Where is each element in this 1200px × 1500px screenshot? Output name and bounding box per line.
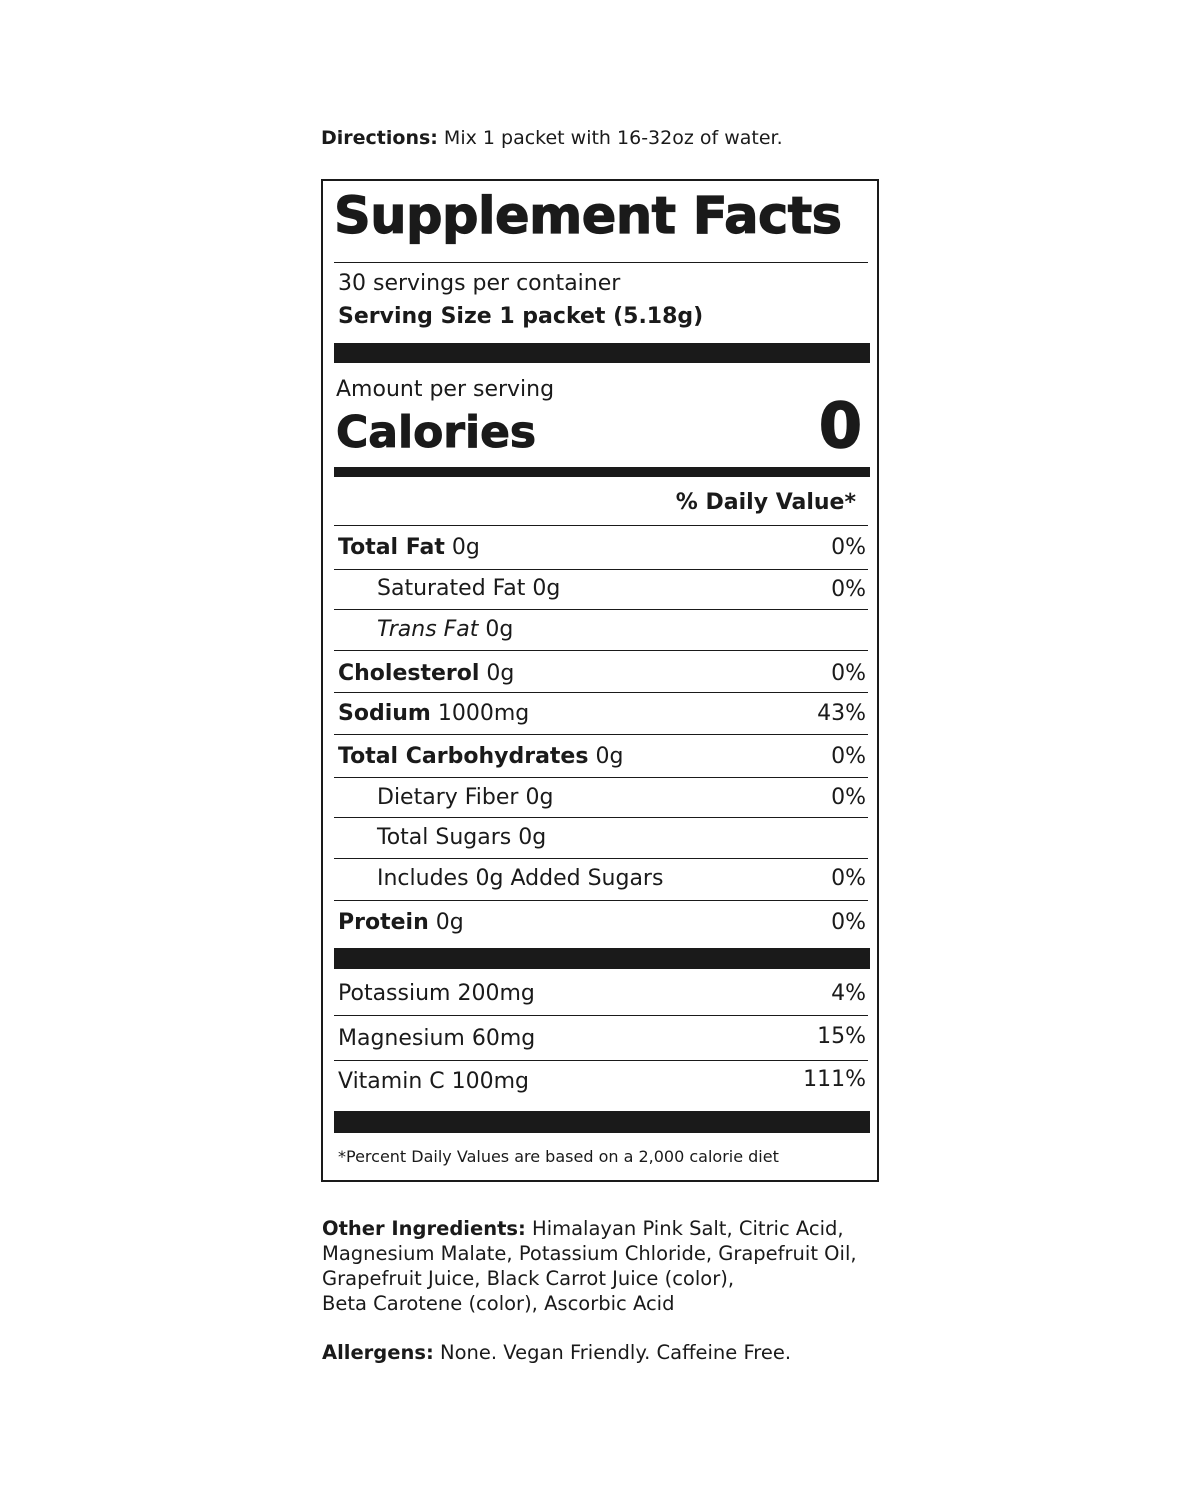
nutrient-name: Total Sugars [377,825,512,850]
other-ingredients-line: Himalayan Pink Salt, Citric Acid, [525,1217,844,1240]
nutrient-added-sugars [377,866,663,891]
other-ingredients-line: Grapefruit Juice, Black Carrot Juice (color), [322,1267,735,1290]
nutrient-name: Protein [338,910,429,935]
calories-label: Calories [336,407,537,458]
other-ingredients-line: Magnesium Malate, Potassium Chloride, Grapefruit Oil, [322,1242,857,1265]
divider [334,900,868,901]
nutrient-name: Total Carbohydrates [338,744,589,769]
nutrient-name: Cholesterol [338,661,480,686]
nutrient-pct: 0% [831,661,866,686]
directions-label: Directions: [321,127,438,149]
divider [334,609,868,610]
allergens [322,1341,791,1364]
directions-body: Mix 1 packet with 16-32oz of water. [437,127,783,149]
nutrient-pct: 0% [831,535,866,560]
mineral-pct: 4% [831,981,866,1006]
nutrient-amount: 0g [478,617,514,642]
nutrient-name: Sodium [338,701,431,726]
nutrient-pct: 0% [831,866,866,891]
divider [334,1015,868,1016]
allergens-label: Allergens: [322,1341,434,1364]
nutrient-amount: 0g [588,744,624,769]
nutrient-name: Includes 0g Added Sugars [377,866,664,891]
nutrient-amount: 0g [525,576,561,601]
divider [334,692,868,693]
nutrient-protein [338,910,464,935]
nutrient-pct: 0% [831,910,866,935]
thick-divider [334,343,870,363]
mineral-pct: 15% [817,1024,866,1049]
nutrient-pct: 0% [831,744,866,769]
nutrient-sodium [338,701,529,726]
divider [334,650,868,651]
divider [334,858,868,859]
panel-title: Supplement Facts [334,187,842,246]
medium-divider [334,467,870,477]
nutrient-name: Total Fat [338,535,445,560]
nutrient-pct: 0% [831,577,866,602]
nutrient-amount: 0g [518,785,554,810]
divider [334,1060,868,1061]
mineral-magnesium: Magnesium 60mg [338,1026,536,1051]
nutrient-name: Saturated Fat [377,576,526,601]
thick-divider [334,1111,870,1133]
amount-per-serving: Amount per serving [336,377,555,402]
nutrient-amount: 0g [444,535,480,560]
nutrient-saturated-fat [377,576,560,601]
divider [334,262,868,263]
directions-text [321,127,783,149]
mineral-potassium: Potassium 200mg [338,981,535,1006]
nutrient-total-carbohydrates [338,744,623,769]
allergens-text: None. Vegan Friendly. Caffeine Free. [433,1341,792,1364]
nutrient-dietary-fiber [377,785,553,810]
nutrient-cholesterol [338,661,514,686]
divider [334,817,868,818]
supplement-facts-panel [321,179,879,1182]
calories-value: 0 [818,389,862,462]
footnote: *Percent Daily Values are based on a 2,000 calorie diet [338,1147,779,1166]
nutrient-amount: 0g [428,910,464,935]
divider [334,734,868,735]
nutrient-name: Trans Fat [377,617,479,642]
other-ingredients-label: Other Ingredients: [322,1217,526,1240]
other-ingredients [322,1216,922,1316]
nutrient-amount: 0g [511,825,547,850]
nutrient-pct: 43% [817,701,866,726]
nutrient-trans-fat [377,617,513,642]
mineral-pct: 111% [803,1067,866,1092]
daily-value-header: % Daily Value* [675,490,856,515]
thick-divider [334,948,870,969]
nutrient-name: Dietary Fiber [377,785,519,810]
nutrient-total-fat [338,535,480,560]
serving-size: Serving Size 1 packet (5.18g) [338,304,704,329]
nutrient-pct: 0% [831,785,866,810]
nutrient-total-sugars [377,825,546,850]
nutrient-amount: 1000mg [430,701,530,726]
divider [334,525,868,526]
divider [334,777,868,778]
mineral-vitamin-c: Vitamin C 100mg [338,1069,530,1094]
servings-per-container: 30 servings per container [338,271,621,296]
other-ingredients-line: Beta Carotene (color), Ascorbic Acid [322,1292,675,1315]
nutrient-amount: 0g [479,661,515,686]
divider [334,569,868,570]
